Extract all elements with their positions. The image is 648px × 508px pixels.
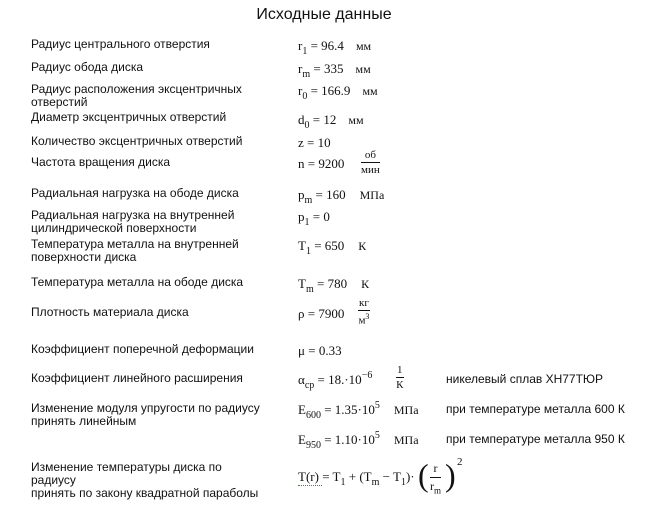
label-inner-radial-load: Радиальная нагрузка на внутренней цилиндрической поверхности bbox=[31, 208, 235, 235]
eq-pm[interactable]: $p_m = 160$ МПа bbox=[298, 187, 385, 206]
label-temperature-distribution: Изменение температуры диска по радиусу принять по закону квадратной параболы bbox=[31, 460, 259, 500]
eq-p1[interactable]: $p_1 = 0$ bbox=[298, 209, 330, 228]
eq-z[interactable]: z = 10 bbox=[298, 135, 331, 150]
unit-kg-per-m3: кг $м^3$ bbox=[358, 297, 370, 327]
unit-mm: мм bbox=[355, 39, 372, 53]
eq-r1[interactable]: $r_1 = 96.4$ мм bbox=[298, 38, 372, 57]
eq-E600[interactable]: $E_{600} = 1.35\cdot 10^5$ МПа bbox=[298, 400, 419, 421]
formula-lhs: T(r) bbox=[298, 469, 319, 484]
eq-rho[interactable]: ρ = 7900 bbox=[298, 306, 345, 321]
page-title: Исходные данные bbox=[256, 6, 392, 23]
label-rotation-frequency: Частота вращения диска bbox=[31, 155, 171, 169]
label-rim-radial-load: Радиальная нагрузка на ободе диска bbox=[31, 186, 239, 200]
eq-temperature-formula[interactable]: $T(r) = T_1 + (T_m - T_1)\cdot$ bbox=[298, 469, 415, 488]
label-density: Плотность материала диска bbox=[31, 305, 189, 319]
error-squiggle bbox=[298, 482, 322, 486]
note-alloy: никелевый сплав ХН77ТЮР bbox=[446, 372, 604, 386]
eq-E950[interactable]: $E_{950} = 1.10\cdot 10^5$ МПа bbox=[298, 430, 419, 451]
eq-d0[interactable]: $d_0 = 12$ мм bbox=[298, 112, 364, 131]
label-rim-temperature: Температура металла на ободе диска bbox=[31, 275, 244, 289]
label-thermal-expansion: Коэффициент линейного расширения bbox=[31, 371, 243, 385]
fraction-r-over-rm: $\frac{r}{r_m}$ bbox=[430, 461, 442, 496]
label-elastic-modulus: Изменение модуля упругости по радиусу принять линейным bbox=[31, 401, 260, 428]
label-eccentric-holes-position: Радиус расположения эксцентричных отверстий bbox=[31, 82, 242, 109]
eq-rm[interactable]: $r_m = 335$ мм bbox=[298, 61, 371, 80]
eq-alpha[interactable]: $\alpha_{ср} = 18.\cdot 10^{-6}$ bbox=[298, 370, 373, 391]
note-temp-950: при температуре металла 950 К bbox=[446, 432, 625, 446]
label-center-hole-radius: Радиус центрального отверстия bbox=[31, 37, 210, 51]
label-inner-temperature: Температура металла на внутренней поверхности диска bbox=[31, 237, 239, 264]
label-eccentric-holes-count: Количество эксцентричных отверстий bbox=[31, 134, 243, 148]
unit-rev-per-min: об мин bbox=[361, 149, 380, 176]
eq-n[interactable]: n = 9200 bbox=[298, 156, 345, 171]
unit-per-kelvin: 1 К bbox=[396, 364, 404, 391]
paren-close: ) bbox=[445, 457, 456, 493]
paren-open: ( bbox=[418, 457, 429, 493]
label-rim-radius: Радиус обода диска bbox=[31, 60, 144, 74]
eq-T1[interactable]: $T_1 = 650$ К bbox=[298, 238, 367, 257]
eq-mu[interactable]: μ = 0.33 bbox=[298, 343, 342, 358]
note-temp-600: при температуре металла 600 К bbox=[446, 402, 625, 416]
eq-Tm[interactable]: $T_m = 780$ К bbox=[298, 276, 370, 295]
label-eccentric-holes-diameter: Диаметр эксцентричных отверстий bbox=[31, 110, 227, 124]
power-two: 2 bbox=[457, 456, 463, 468]
eq-r0[interactable]: $r_0 = 166.9$ мм bbox=[298, 83, 378, 102]
label-poisson-ratio: Коэффициент поперечной деформации bbox=[31, 342, 254, 356]
